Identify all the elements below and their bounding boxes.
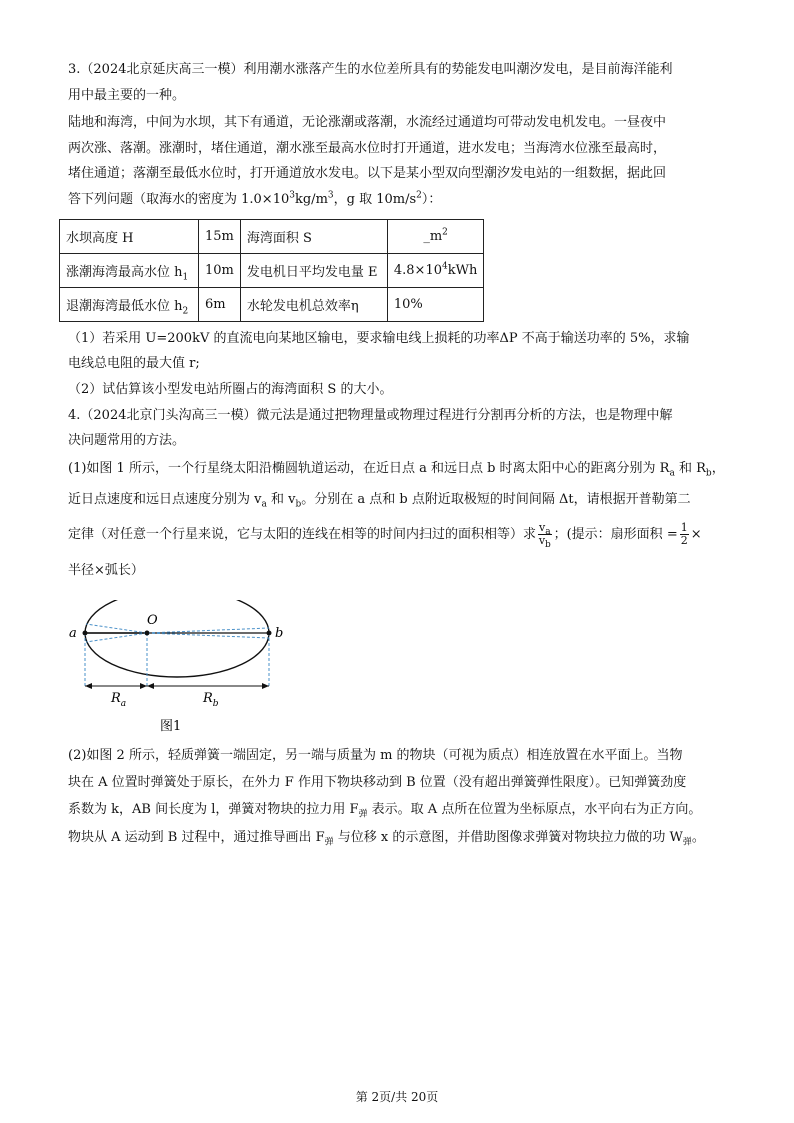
label-b: b: [275, 626, 284, 641]
arrow-head: [85, 683, 92, 689]
table-cell: 10%: [387, 288, 483, 322]
arrow-head: [262, 683, 269, 689]
q3-line-4: 两次涨、落潮。涨潮时，堵住通道，潮水涨至最高水位时打开通道，进水发电；当海湾水位涨至最高时，: [68, 141, 667, 156]
label-rb: $R_b$: [203, 691, 219, 709]
q4-p1-line-3: 定律（对任意一个行星来说，它与太阳的连线在相等的时间内扫过的面积相等）求 $\frac{v_a}{v_b}$ ；(提示：扇形面积 = $\frac{1}{2}$ ×: [68, 521, 702, 551]
q3-line-1: 3.（2024北京延庆高三一模）利用潮水涨落产生的水位差所具有的势能发电叫潮汐发电，是目前海洋能利: [68, 62, 673, 77]
table-cell: $\_m^2$: [387, 220, 483, 254]
sweep-line: [147, 628, 269, 633]
table-cell: 海湾面积 S: [240, 220, 387, 254]
label-a: a: [69, 626, 77, 641]
table-cell: 6m: [199, 288, 241, 322]
velocity-ratio-fraction: $\frac{v_a}{v_b}$: [538, 521, 551, 551]
page-footer: 第 2页/共 20页: [355, 1090, 439, 1104]
q4-p1-line-4: 半径×弧长）: [68, 563, 144, 578]
q4-p2-line-4: 物块从 A 运动到 B 过程中，通过推导画出 $F_弹$ 与位移 x 的示意图，并借助图像求弹簧对物块拉力做的功 $W_弹$。: [68, 830, 705, 848]
orbit-ellipse-figure: [60, 600, 300, 740]
q4-p1-line-2: 近日点速度和远日点速度分别为 $v_a$ 和 $v_b$。分别在 a 点和 b 点附近取极短的时间间隔 Δt，请根据开普勒第二: [68, 492, 691, 510]
sweep-line: [147, 633, 269, 638]
sweep-line: [86, 624, 147, 633]
tidal-data-table: [59, 219, 484, 322]
arrow-head: [147, 683, 154, 689]
q4-p2-line-3: 系数为 k，AB 间长度为 l，弹簧对物块的拉力用 $F_弹$ 表示。取 A 点所在位置为坐标原点，水平向右为正方向。: [68, 802, 702, 820]
table-cell: 涨潮海湾最高水位 $h_1$: [60, 254, 199, 288]
q3-sub2: （2）试估算该小型发电站所圈占的海湾面积 S 的大小。: [68, 382, 393, 397]
table-row: [60, 220, 484, 254]
q3-sub1-line-1: （1）若采用 U=200kV 的直流电向某地区输电，要求输电线上损耗的功率ΔP 不高于输送功率的 5%，求输: [68, 331, 690, 346]
arrow-head: [140, 683, 147, 689]
point-a: [83, 631, 88, 636]
table-cell: 水坝高度 H: [60, 220, 199, 254]
table-cell: 10m: [199, 254, 241, 288]
orbit-ellipse: [85, 600, 269, 677]
label-ra: $R_a$: [111, 691, 127, 709]
table-cell: 水轮发电机总效率η: [240, 288, 387, 322]
table-row: [60, 254, 484, 288]
sun-point-o: [145, 631, 150, 636]
figure-caption: 图1: [160, 719, 182, 734]
sweep-line: [86, 633, 147, 642]
q4-line-1: 4.（2024北京门头沟高三一模）微元法是通过把物理量或物理过程进行分割再分析的方法，也是物理中解: [68, 408, 673, 423]
q3-line-2: 用中最主要的一种。: [68, 88, 186, 103]
label-o: O: [147, 613, 158, 628]
table-cell: 发电机日平均发电量 E: [240, 254, 387, 288]
q3-line-5: 堵住通道；落潮至最低水位时，打开通道放水发电。以下是某小型双向型潮汐发电站的一组数据，据此回: [68, 166, 667, 181]
q3-line-6: 答下列问题（取海水的密度为 $1.0\times 10^3kg/m^3$，g 取 $10m/s^2$）：: [68, 190, 442, 207]
table-cell: 退潮海湾最低水位 $h_2$: [60, 288, 199, 322]
point-b: [267, 631, 272, 636]
one-half-fraction: $\frac{1}{2}$: [680, 521, 688, 547]
q4-p2-line-1: (2)如图 2 所示，轻质弹簧一端固定，另一端与质量为 m 的物块（可视为质点）相连放置在水平面上。当物: [68, 748, 683, 763]
table-cell: $4.8\times 10^4kWh$: [387, 254, 483, 288]
table-cell: 15m: [199, 220, 241, 254]
table-row: [60, 288, 484, 322]
q4-line-2: 决问题常用的方法。: [68, 433, 186, 448]
q3-line-3: 陆地和海湾，中间为水坝，其下有通道，无论涨潮或落潮，水流经过通道均可带动发电机发电。一昼夜中: [68, 115, 667, 130]
q4-p2-line-2: 块在 A 位置时弹簧处于原长，在外力 F 作用下物块移动到 B 位置（没有超出弹簧弹性限度）。已知弹簧劲度: [68, 775, 687, 790]
q3-sub1-line-2: 电线总电阻的最大值 r;: [68, 356, 200, 371]
q4-p1-line-1: (1)如图 1 所示，一个行星绕太阳沿椭圆轨道运动，在近日点 a 和远日点 b 时离太阳中心的距离分别为 $R_a$ 和 $R_b$，: [68, 461, 725, 479]
